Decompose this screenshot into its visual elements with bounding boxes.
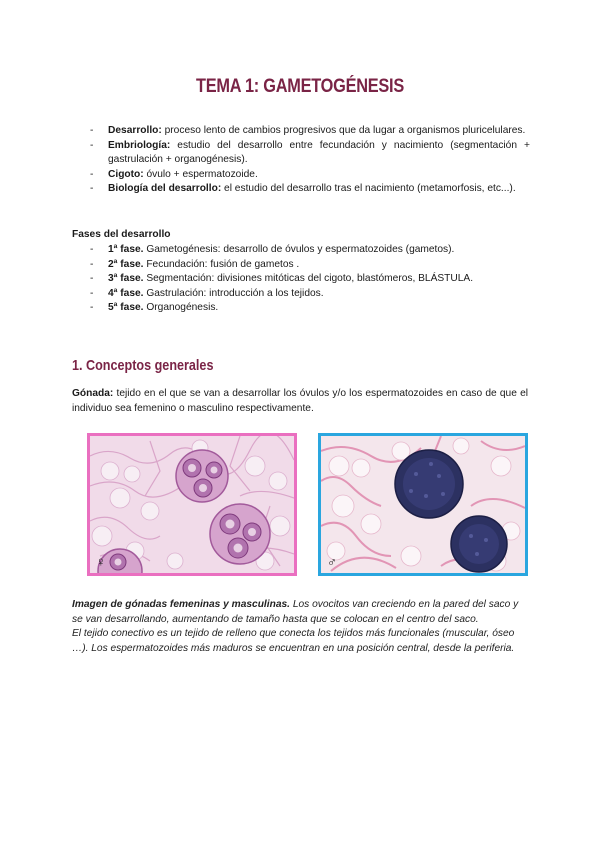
phase-label: 3ª fase.	[108, 273, 144, 285]
term: Gónada:	[72, 388, 114, 399]
list-item: - 5ª fase. Organogénesis.	[90, 302, 219, 314]
term: Desarrollo:	[108, 125, 162, 136]
list-item: - 1ª fase. Gametogénesis: desarrollo de óvulos y espermatozoides (gametos).	[90, 244, 455, 255]
figure-caption	[72, 598, 530, 656]
phase-text: Fecundación: fusión de gametos .	[143, 258, 300, 270]
list-item: - Biología del desarrollo: el estudio del desarrollo tras el nacimiento (metamorfosis, etc...).	[90, 183, 516, 195]
list-item: - Cigoto: óvulo + espermatozoide.	[90, 168, 258, 180]
testis-histology-illustration	[321, 436, 525, 573]
list-item: - Embriología: estudio del desarrollo entre fecundación y nacimiento (segmentación + gastrulación + organogénesis).	[90, 139, 530, 166]
section-heading: 1. Conceptos generales	[72, 357, 214, 374]
definition: tejido en el que se van a desarrollar los óvulos y/o los espermatozoides en caso de que el individuo sea femenino o masculino respectivamente.	[72, 388, 528, 414]
phase-label: 2ª fase.	[108, 258, 144, 270]
phases-list	[90, 243, 530, 316]
term: Cigoto:	[108, 168, 144, 180]
ovary-histology-illustration	[90, 436, 294, 573]
page-title: TEMA 1: GAMETOGÉNESIS	[196, 76, 404, 97]
definition: estudio del desarrollo entre fecundación y nacimiento (segmentación + gastrulación + organogénesis).	[108, 139, 530, 166]
list-item: - 4ª fase. Gastrulación: introducción a los tejidos.	[90, 287, 324, 299]
phase-text: Gastrulación: introducción a los tejidos.	[143, 287, 324, 299]
list-item: - 2ª fase. Fecundación: fusión de gametos .	[90, 258, 300, 270]
definition: proceso lento de cambios progresivos que da lugar a organismos pluricelulares.	[161, 125, 526, 136]
female-gonad-image	[87, 433, 297, 576]
male-symbol-icon: ♂	[327, 554, 337, 569]
definition: óvulo + espermatozoide.	[143, 168, 258, 180]
intro-definitions-list	[90, 124, 530, 197]
phase-text: Organogénesis.	[143, 302, 219, 314]
male-gonad-image	[318, 433, 528, 576]
phases-heading: Fases del desarrollo	[72, 229, 171, 240]
list-item: - 3ª fase. Segmentación: divisiones mitóticas del cigoto, blastómeros, BLÁSTULA.	[90, 273, 474, 285]
term: Biología del desarrollo:	[108, 183, 222, 195]
list-item: - Desarrollo: proceso lento de cambios progresivos que da lugar a organismos pluricelulares.	[90, 125, 526, 136]
phase-text: Gametogénesis: desarrollo de óvulos y espermatozoides (gametos).	[143, 244, 455, 255]
term: Embriología:	[108, 139, 171, 151]
female-symbol-icon: ♀	[96, 554, 106, 569]
gonada-paragraph	[72, 387, 528, 416]
definition: el estudio del desarrollo tras el nacimiento (metamorfosis, etc...).	[221, 183, 516, 195]
caption-text: El tejido conectivo es un tejido de relleno que conecta los tejidos más funcionales (muscular, óseo …). Los espermatozoides más maduros se encuentran en una posición central, desde la periferia.	[72, 628, 515, 654]
caption-text: Los ovocitos van creciendo en la pared del saco y se van desarrollando, aumentando de tamaño hasta que se colocan en el centro del saco.	[72, 599, 519, 625]
phase-label: 4ª fase.	[108, 287, 144, 299]
phase-label: 1ª fase.	[108, 244, 144, 255]
phase-label: 5ª fase.	[108, 302, 144, 314]
phase-text: Segmentación: divisiones mitóticas del cigoto, blastómeros, BLÁSTULA.	[143, 273, 474, 285]
caption-title: Imagen de gónadas femeninas y masculinas.	[72, 599, 290, 610]
